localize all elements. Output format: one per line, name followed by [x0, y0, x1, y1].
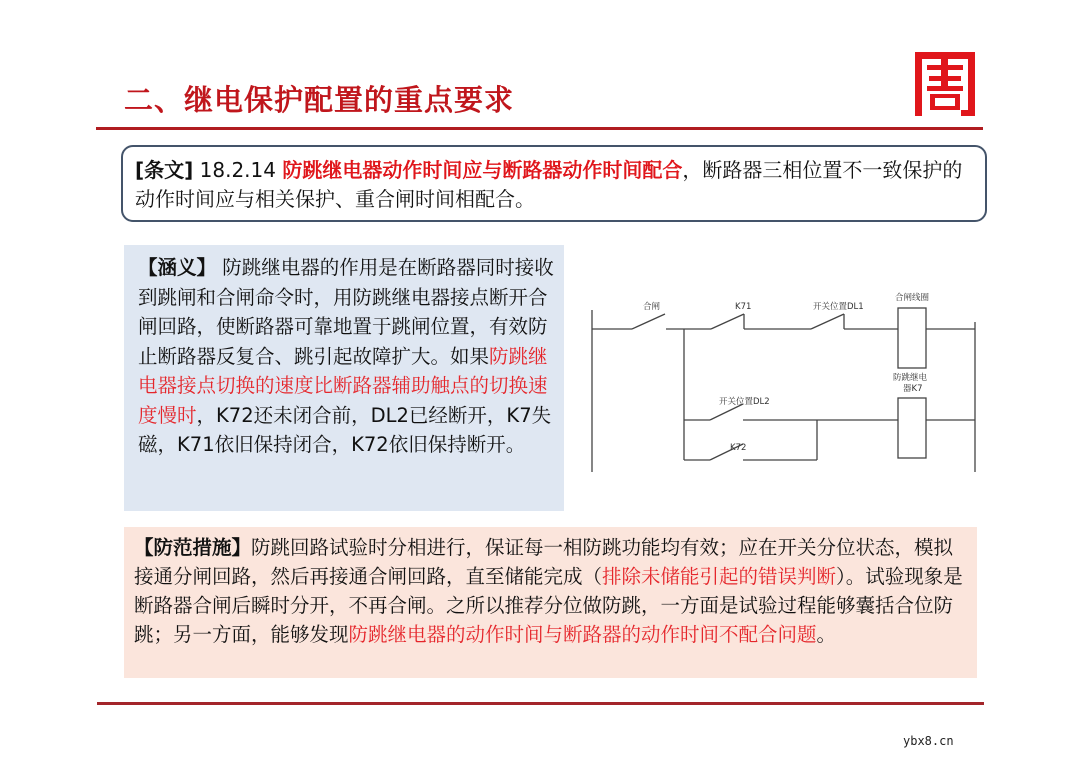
label-close-coil: 合闸线圈 — [895, 293, 930, 303]
label-dl1: 开关位置DL1 — [813, 302, 864, 312]
measures-highlight-1: 排除未储能引起的错误判断 — [602, 565, 837, 588]
clause-box — [121, 145, 987, 222]
measures-highlight-2: 防跳继电器的动作时间与断路器的动作时间不配合问题 — [348, 623, 817, 646]
meaning-highlight: 防跳继电器接点切换的速度比断路器辅助触点的切换速度慢时 — [138, 344, 548, 427]
title-divider — [96, 127, 983, 130]
meaning-text-2: ，K72还未闭合前，DL2已经断开，K7失磁，K71依旧保持闭合，K72依旧保持断开。 — [138, 403, 552, 456]
clause-tag: [条文] — [135, 158, 194, 182]
measures-box — [124, 527, 977, 678]
clause-number: 18.2.14 — [193, 158, 283, 182]
label-relay-line2: 器K7 — [903, 384, 923, 394]
meaning-tag: 【涵义】 — [138, 256, 217, 279]
label-k71: K71 — [735, 302, 752, 312]
label-k72: K72 — [730, 443, 747, 453]
label-relay-line1: 防跳继电 — [893, 373, 928, 383]
watermark: ybx8.cn — [903, 734, 954, 748]
slide-title: 二、继电保护配置的重点要求 — [124, 83, 515, 117]
measures-text-3: 。 — [816, 623, 837, 646]
anti-pump-circuit-diagram — [585, 280, 985, 480]
meaning-box — [124, 245, 564, 511]
clause-text: ，断路器三相位置不一致保护的动作时间应与相关保护、重合闸时间相配合。 — [135, 158, 963, 211]
footer-divider — [97, 702, 984, 705]
measures-text-1: 防跳回路试验时分相进行，保证每一相防跳功能均有效；应在开关分位状态，模拟接通分闸回路，然后再接通合闸回路，直至储能完成（ — [134, 536, 954, 588]
label-dl2: 开关位置DL2 — [719, 397, 770, 407]
label-close-switch: 合闸 — [643, 302, 661, 312]
measures-text-2: ）。试验现象是断路器合闸后瞬时分开，不再合闸。之所以推荐分位做防跳，一方面是试验过程能够囊括合位防跳；另一方面，能够发现 — [134, 565, 963, 646]
logo-icon — [913, 50, 977, 118]
meaning-text-1: 防跳继电器的作用是在断路器同时接收到跳闸和合闸命令时，用防跳继电器接点断开合闸回路，使断路器可靠地置于跳闸位置，有效防止断路器反复合、跳引起故障扩大。如果 — [138, 256, 554, 368]
clause-highlight: 防跳继电器动作时间应与断路器动作时间配合 — [282, 158, 683, 182]
measures-tag: 【防范措施】 — [134, 536, 252, 559]
